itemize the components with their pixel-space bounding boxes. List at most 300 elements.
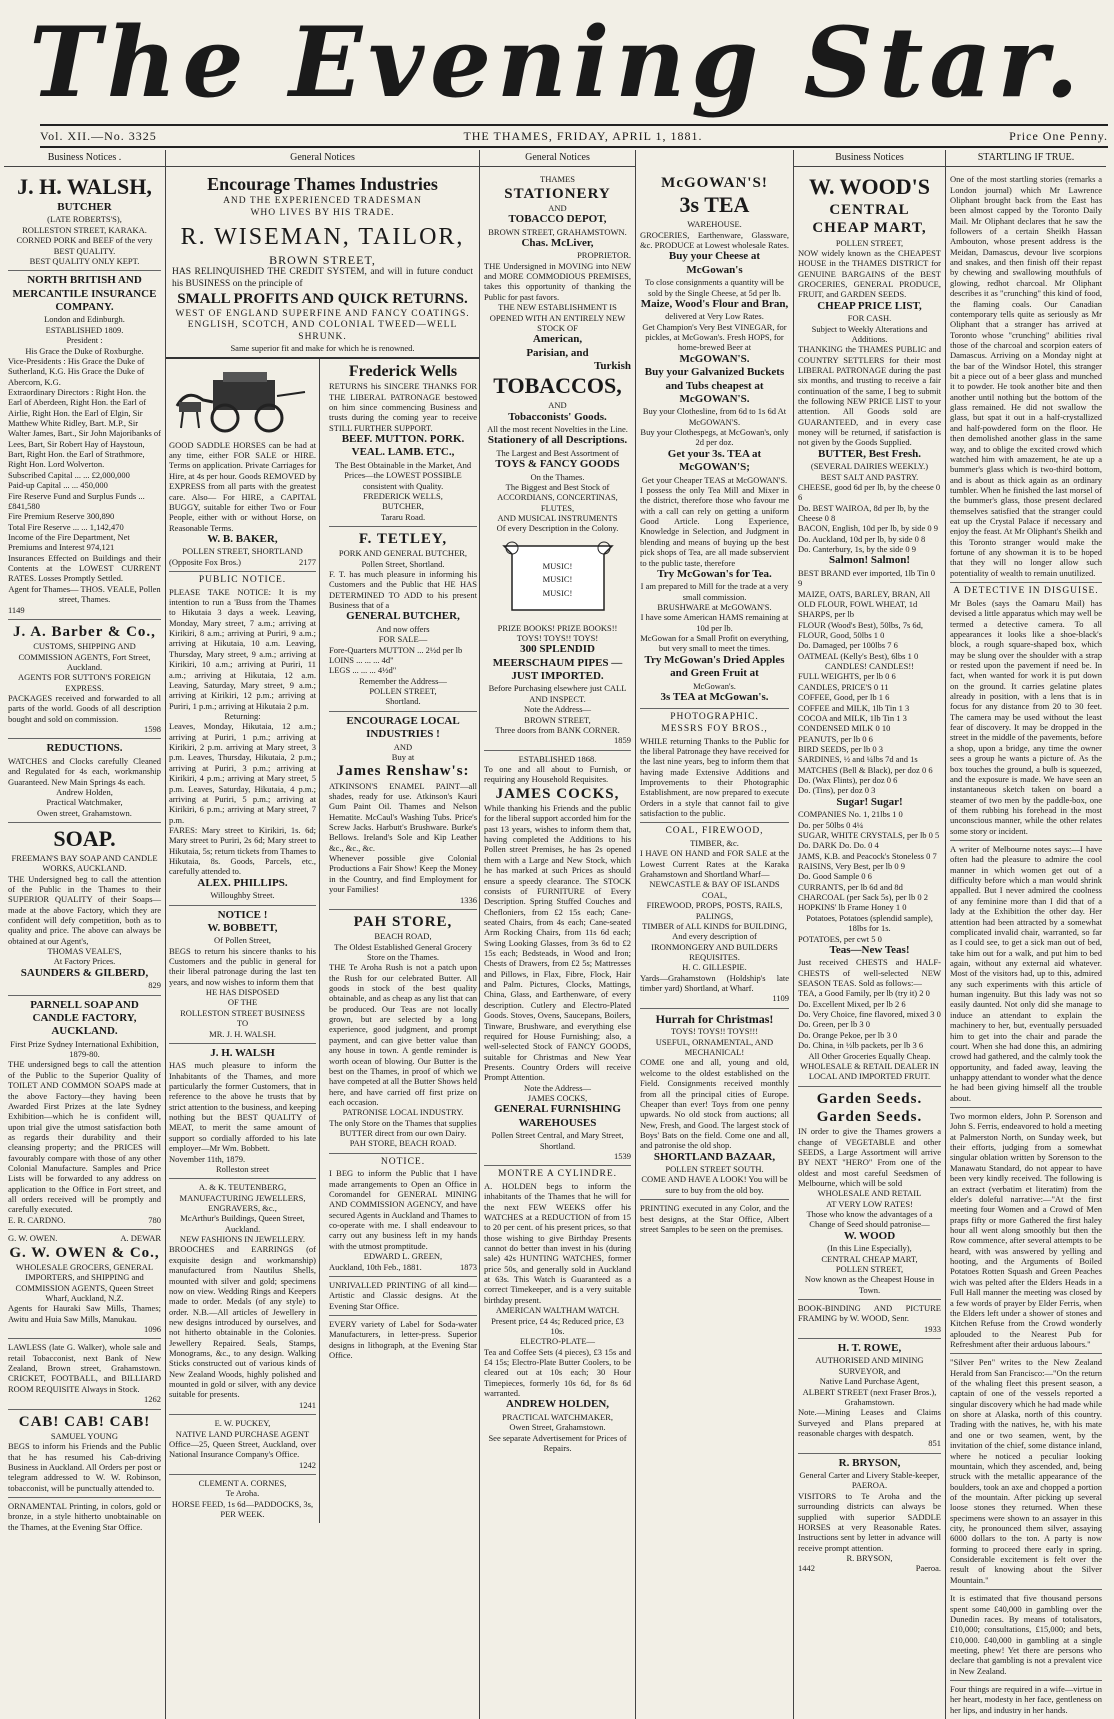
ad-title: J. H. WALSH,: [17, 174, 152, 200]
price-line: COFFEE, Good, per lb 1 6: [798, 692, 890, 703]
price-line: SHARPS, per lb: [798, 609, 854, 620]
ad-number: 1539: [614, 1150, 631, 1161]
ad-text: TIMBER of ALL KINDS for BUILDING,: [642, 920, 787, 931]
ad-text: Now known as the Cheapest House in Town.: [804, 1274, 935, 1295]
ad-text: And now offers: [376, 623, 430, 634]
ad-text: Note the Address—: [523, 1082, 592, 1093]
ad-text: Of every Description in the Colony.: [496, 523, 619, 534]
ad-text: I HAVE ON HAND and FOR SALE at the Lowest Current Rates at the Karaka Grahamstown and Shortland Wharf—: [640, 848, 789, 880]
ad-text: Just received CHESTS and HALF-CHESTS of well-selected NEW SEASON TEAS. Sold as follows:—: [798, 957, 941, 988]
ad-text: The only Store on the Thames that supplies BUTTER direct from our own Dairy.: [329, 1117, 477, 1139]
column-heading: Business Notices .: [4, 150, 165, 167]
ad-text: MESSRS FOY BROS.,: [661, 723, 768, 734]
ad-stationery: [484, 171, 631, 750]
ad-text: PRACTICAL WATCHMAKER,: [502, 1411, 613, 1422]
ad-text: ALEX. PHILLIPS.: [197, 876, 288, 889]
ad-text: EDWARD L. GREEN,: [363, 1251, 443, 1262]
ad-text: Total Fire Reserve ... ... 1,142,470: [8, 521, 124, 532]
ad-text: WEST OF ENGLAND SUPERFINE AND FANCY COATINGS.: [175, 308, 470, 319]
ad-text: BROWN STREET,: [524, 714, 591, 725]
price-line: Do. DARK Do. Do. 0 4: [798, 840, 879, 851]
ad-text: AT VERY LOW RATES!: [826, 1198, 913, 1209]
ad-text: BEGS to return his sincere thanks to his Customers and the public in general for their liberal patronage during the last ten years, and now wishes to inform them that: [169, 945, 316, 987]
ad-james-cocks: [484, 751, 631, 1167]
ad-text: GROCERIES, Earthenware, Glassware, &c. PRODUCE at Lowest wholesale Rates.: [640, 229, 789, 251]
ad-teutenberg: [169, 1179, 316, 1415]
ad-number: 1336: [460, 894, 477, 905]
ad-text: All Other Groceries Equally Cheap.: [808, 1050, 931, 1061]
ad-number: 1859: [614, 735, 631, 746]
ad-title: MONTRE A CYLINDRE.: [497, 1169, 618, 1180]
price-line: Do. per 50lbs 0 4¼: [798, 819, 864, 830]
ad-text: FOR CASH.: [847, 313, 892, 324]
ad-text: Office—25, Queen Street, Auckland, over National Insurance Company's Office.: [169, 1438, 316, 1460]
ad-text: Buy your Galvanized Buckets and Tubs cheapest at: [644, 366, 785, 392]
ad-public-notice: [169, 572, 316, 905]
article-startling: [950, 171, 1102, 583]
ad-text: POLLEN STREET,: [835, 237, 904, 248]
ad-text: GENERAL BUTCHER,: [346, 610, 460, 623]
ad-number: 1096: [144, 1324, 161, 1334]
ad-text: R. BRYSON,: [846, 1552, 893, 1563]
ad-text: Get your Cheaper TEAS at McGOWAN'S.: [641, 474, 788, 485]
ad-bryson: [798, 1454, 941, 1578]
ad-text: FREDERICK WELLS,: [363, 490, 443, 501]
ad-cornes: [169, 1475, 316, 1523]
column-2-right: [326, 359, 480, 1524]
price-line: Do. China, in ½lb packets, per lb 3 6: [798, 1040, 924, 1051]
ad-text: Owen street, Grahamstown.: [37, 807, 132, 818]
ad-title: W. B. BAKER,: [207, 532, 278, 545]
ad-text: FARES: Mary street to Kirikiri, 1s. 6d; Mary street to Puriri, 2s 6d; Mary street to Hikutaia, 5s; return tickets from Thames to Hikutaia, 8s. Goods, Parcels, etc., carefully attended to.: [169, 824, 316, 877]
price: Price One Penny.: [1009, 128, 1108, 143]
ad-text: Teas—New Teas!: [829, 943, 910, 956]
price-line: CANDLES, PRICE'S 0 11: [798, 681, 889, 692]
ad-text: BRUSHWARE at McGOWAN'S.: [657, 602, 772, 612]
ad-text: Salmon! Salmon!: [829, 554, 910, 567]
price-line: Do. Very Choice, fine flavored, mixed 3 0: [798, 1009, 941, 1020]
price-line: Do. BEST WAIROA, 8d per lb, by the Cheese 0 8: [798, 502, 929, 524]
ad-text: COME one and all, young and old, welcome to the oldest established on the Field. Consignments received monthly from all the principal cities of Europe. Cheaper than ever! Toys from one penny upwards. No old stock from auctions; all New, Fresh, and Good. The largest stock of Boys' Bats on the field. Come one and all, and patronise the old shop.: [640, 1057, 789, 1151]
article-text: Mr Boles (says the Oamaru Mail) has devised a little apparatus which may well be termed a detective camera. To all appearances it looks like a shoe-black's block, a rough square-shaped box, which may be slung over the shoulder with a strap or rested upon the pavement if need be. In fact, when wanted for work it is put down on the ground. It carries gelatine plates already in position, with a lens that is in focus for any distance from 20 to 30 feet. The camera may be used without the least fear of discovery. It may be dropped in the street in the middle of the pavements, before a shop, upon a bridge, any time the owner sees a group he wants a picture of. As the box touches the ground, a bulb is squeezed, and the exposure is made. We have seen an instantaneous sketch taken on board a steamer of two men by the paddle-box, one of them rubbing his forehead in the most unconscious manner, while the other relates some story or incident.: [950, 597, 1102, 836]
column-6: [946, 150, 1106, 1719]
masthead: [0, 0, 1114, 120]
ad-text: TOYS! TOYS!! TOYS!: [516, 632, 599, 643]
article-silver-pen: [950, 1354, 1102, 1590]
ad-title: NOTICE.: [380, 1156, 426, 1167]
ad-text: ESTABLISHED 1809.: [45, 324, 124, 335]
ad-text: Insurances Effected on Buildings and their Contents at the LOWEST CURRENT RATES. Losses Promptly Settled.: [8, 552, 161, 584]
ad-title: R. WISEMAN, TAILOR,: [180, 224, 465, 251]
ad-text: FOR SALE—: [378, 634, 428, 645]
ad-text: PORK AND GENERAL BUTCHER,: [338, 548, 468, 559]
ad-barber: [8, 620, 161, 740]
ad-text: (In this Line Especially),: [827, 1243, 912, 1254]
ad-footer: [329, 1262, 477, 1272]
ad-text: Before Purchasing elsewhere just CALL AND INSPECT.: [488, 683, 627, 704]
ad-text: NEW FASHIONS IN JEWELLERY.: [179, 1234, 306, 1245]
ad-soap: [8, 823, 161, 996]
ad-text: 3s TEA: [679, 192, 750, 218]
ad-rowe: [798, 1339, 941, 1454]
article-text: It is estimated that five thousand persons spent some £40,000 in gambling over the Dunedin races. By means of totalisators, £10,000; consultations, £15,000; and bets, £10,000. £40,000 in gambling at a single meeting, phew! Yet there are persons who declare that gambling is not a prevalent vice in New Zealand.: [950, 1593, 1102, 1676]
column-4: [636, 150, 794, 1719]
ad-number: 1242: [299, 1459, 316, 1470]
price-line: FLOUR (Wood's Best), 50lbs, 7s 6d,: [798, 619, 924, 630]
ad-title: J. H. WALSH: [210, 1046, 275, 1059]
column-1: [4, 150, 166, 1719]
volume-number: Vol. XII.—No. 3325: [40, 128, 157, 143]
ad-text: PRIZE BOOKS! PRIZE BOOKS!!: [497, 622, 618, 633]
price-line: Do. Damaged, per 100lbs 7 6: [798, 640, 898, 651]
ad-text: Subject to Weekly Alterations and Additions.: [811, 323, 928, 344]
ad-title: STATIONERY: [504, 185, 611, 202]
ad-mcgowan: [640, 171, 789, 709]
column-2: [166, 150, 480, 1719]
ad-text: PROPRIETOR.: [577, 250, 631, 261]
price-line: Do. Auckland, 10d per lb, by side 0 8: [798, 533, 926, 544]
ad-text: OF THE: [227, 997, 258, 1008]
ad-text: PACKAGES received and forwarded to all parts of the world. Goods of all description bought and sold on commission.: [8, 692, 161, 724]
ad-montre: [484, 1166, 631, 1457]
ad-text: First Prize Sydney International Exhibition, 1879-80.: [10, 1038, 159, 1060]
ad-text: ELECTRO-PLATE—: [519, 1336, 596, 1347]
ad-title: Frederick Wells: [348, 362, 458, 380]
ad-owen: [8, 1230, 161, 1339]
ad-text: Extraordinary Directors : Right Hon. the Earl of Aberdeen, Right Hon. the Earl of Airlie, Right Hon. the Earl of Elgin, Sir Matthew White Ridley, Bart. M.P., Sir Walter James, Bart., Sir John Majoribanks of Lees, Bart, Sir Robert Hay of Haystoun, Bart, Right Hon. the Earl of Strathmore, Right Hon. Lord Wolverton.: [8, 386, 161, 470]
ad-text: MANUFACTURING JEWELLERS, ENGRAVERS, &c.,: [179, 1192, 306, 1213]
ad-text: H. C. GILLESPIE.: [682, 962, 747, 973]
price-line: BEST BRAND ever imported, 1lb Tin 0 9: [798, 567, 936, 589]
ad-text: USEFUL, ORNAMENTAL, AND MECHANICAL!: [655, 1036, 774, 1058]
price-line: SUGAR, WHITE CRYSTALS, per lb 0 5: [798, 829, 940, 840]
ad-text: GOOD SADDLE HORSES can be had at any time, either FOR SALE or HIRE. Terms on application. Private Carriages for Hire, at 4s per hour. Goods REMOVED by EXPRESS from all parts with the greatest care. Also— For HIRE, a CAPITAL BUGGY, suitable for either Two or Four People, either with or without Horse, on Reasonable Terms.: [169, 439, 316, 533]
column-heading: Business Notices: [794, 150, 945, 167]
ad-text: MUSIC!: [542, 574, 573, 585]
ad-text: Sugar! Sugar!: [836, 795, 903, 808]
ad-puckey: [169, 1415, 316, 1475]
ad-text: BROWN STREET,: [269, 252, 376, 267]
ad-number: 1598: [144, 724, 161, 735]
ad-text: AUTHORISED AND MINING SURVEYOR, and: [815, 1355, 924, 1376]
ad-text: Shortland.: [385, 696, 421, 707]
ad-text: (SEVERAL DAIRIES WEEKLY.): [810, 461, 929, 472]
ad-text: WHOLESALE GROCERS, GENERAL IMPORTERS, and SHIPPING and COMMISSION AGENTS, Queen Street Wharf, Auckland, N.Z.: [15, 1261, 154, 1303]
ad-text: AMERICAN WALTHAM WATCH.: [495, 1305, 620, 1316]
ad-text: AND MUSICAL INSTRUMENTS: [497, 513, 618, 524]
ad-text: AND: [548, 400, 567, 411]
ad-text: Potatoes, Potatoes (splendid sample), 18lbs for 1s.: [806, 912, 933, 934]
price-line: Do. Excellent Mixed, per lb 2 6: [798, 998, 906, 1009]
ad-text: General Carter and Livery Stable-keeper, PAEROA.: [799, 1470, 940, 1491]
ad-text: G. W. OWEN.: [8, 1233, 58, 1244]
column-2-left: [166, 359, 320, 1524]
ad-text: ACCORDIANS, CONCERTINAS, FLUTES,: [497, 492, 618, 513]
ad-text: THAMES: [540, 174, 575, 185]
ad-text: MUSIC!: [542, 587, 573, 598]
ad-title: Encourage Thames Industries: [207, 174, 438, 195]
ad-text: November 11th, 1879.: [169, 1153, 246, 1164]
article-gambling: [950, 1590, 1102, 1681]
price-line: LOINS ... ... ... 4d": [329, 654, 394, 665]
ad-text: Tararu Road.: [380, 511, 426, 522]
price-line: SARDINES, ½ and ¼lbs 7d and 1s: [798, 754, 918, 765]
price-line: COMPANIES No. 1, 21lbs 1 0: [798, 809, 903, 820]
ad-text: ATKINSON'S ENAMEL PAINT—all shades, ready for use. Atkinson's Kauri Gum Paint Oil. Thames and Nelson Hematite. McCaul's Washing Tubs. Price's Screw Jacks. Harbutt's Brushware. Burke's Bellows. Ireland's Sole and Kip Leather &c., &c., &c.: [329, 780, 477, 853]
ad-text: I possess the only Tea Mill and Mixer in the district, therefore those who favour me with a call can rely on getting a uniform Good Article. Long Experience, Knowledge in Selection, and Judgment in blending and means of buying up the best pick shops of Tea, are all made subservient to the public taste, therefore: [640, 485, 789, 568]
price-line: Do. Canterbury, 1s, by the side 0 9: [798, 544, 916, 555]
ad-title: REDUCTIONS.: [46, 742, 123, 755]
price-line: Do. Green, per lb 3 0: [798, 1019, 870, 1030]
ad-text: SAMUEL YOUNG: [50, 1430, 119, 1441]
price-line: JAMS, K.B. and Peacock's Stoneless 0 7: [798, 850, 937, 861]
ad-title: R. BRYSON,: [838, 1456, 901, 1469]
ad-text: Pollen Street, Shortland.: [361, 558, 445, 569]
ad-labels: [329, 1316, 477, 1364]
ad-title: CAB! CAB! CAB!: [18, 1413, 151, 1430]
ad-text: American,: [532, 333, 583, 346]
ad-text: POLLEN STREET,: [369, 686, 437, 697]
ad-title: Hurrah for Christmas!: [655, 1011, 774, 1026]
price-line: FULL WEIGHTS, per lb 0 6: [798, 671, 896, 682]
ad-text: WAREHOUSE.: [687, 219, 742, 230]
ad-text: Buy your Clothesline, from 6d to 1s 6d At McGOWAN'S.: [642, 406, 787, 427]
ad-title: H. T. ROWE,: [837, 1342, 902, 1355]
ad-text: FREEMAN'S BAY SOAP AND CANDLE WORKS, AUCKLAND.: [11, 852, 158, 874]
ad-text: BEEF. MUTTON. PORK. VEAL. LAMB. ETC.,: [341, 433, 465, 459]
ad-text: F. T. has much pleasure in informing his Customers and the Public that HE HAS DETERMINED TO ADD to his present Business that of a: [329, 569, 477, 611]
ad-text: Tobacconists' Goods.: [508, 410, 607, 423]
ad-title: PUBLIC NOTICE.: [198, 575, 287, 586]
ad-text: TOYS! TOYS!! TOYS!!!: [670, 1026, 759, 1037]
price-line: MATCHES (Bell & Black), per doz 0 6: [798, 764, 933, 775]
ad-text: POLLEN STREET,: [835, 1263, 904, 1274]
column-3: [480, 150, 636, 1719]
music-banner-text: [484, 560, 631, 601]
ad-number: 780: [148, 1214, 161, 1225]
ad-text: PLEASE TAKE NOTICE: It is my intention to run a 'Buss from the Thames to Hikutaia 3 days a week. Leaving, Monday, Mary street, 7 a.m.; arriving at Kirikiri, 8 a.m.; arriving at Puriri, 9 a.m.; arriving at Hikutaia, 10 a.m. Leaving, Thursday, Mary street, 9 a.m.; arriving at Kirikiri, 10 a.m.; arriving at Puriri, 11 a.m.; arriving at Hikutaia, 12 a.m. Leaving, Saturday, Mary street, 9 a.m.; arriving at Kirikiri, 12 p.m.; arriving at Puriri, 1 p.m.; arriving at Hikutaia 2 p.m.: [169, 586, 316, 711]
ad-text: Native Land Purchase Agent,: [819, 1376, 920, 1387]
ad-photographic: [640, 709, 789, 823]
ad-text: Try McGowan's for Tea.: [657, 567, 772, 580]
ad-number: 1442: [798, 1563, 815, 1574]
ad-w-wood: [798, 171, 941, 1086]
ad-text: PAH STORE, BEACH ROAD.: [349, 1138, 457, 1149]
ad-text: PRINTING executed in any Color, and the best designs, at the Star Office, Albert street Samples to be seen on the premises.: [640, 1203, 789, 1234]
ad-text: Paid-up Capital ... ... 450,000: [8, 480, 108, 491]
ad-text: SAUNDERS & GILBERD,: [20, 966, 149, 979]
ad-text: Fire Reserve Fund and Surplus Funds ... £841,580: [8, 490, 145, 511]
ad-frederick-wells: [329, 359, 477, 527]
article-title: STARTLING IF TRUE.: [946, 150, 1106, 167]
ad-text: TO: [236, 1018, 249, 1029]
ad-text: FIREWOOD, PROPS, POSTS, RAILS, PALINGS,: [646, 900, 783, 921]
ad-text: Present price, £4 4s; Reduced price, £3 10s.: [491, 1315, 624, 1336]
ad-text: Chas. McLiver,: [521, 236, 594, 249]
ad-text: Yards—Grahamstown (Holdship's late timber yard) Shortland, at Wharf.: [640, 972, 789, 994]
ad-bobbett: [169, 906, 316, 1044]
ad-lawless: [8, 1339, 161, 1409]
article-text: A writer of Melbourne notes says:—I have often had the pleasure to admire the cool manner in which women get out of a difficulty before which a man would shrink appalled. But I never admired the coolness of any feminine more than I did that of a lady at the Exhibition the other day. Her attention had been attracted by a somewhat complicated invalid chair, warranted, so far as I could see, to get a sick man out of bed, take him out for a walk, and put him to bed again, without any external aid whatever. Most of the visitors had, up to this, admired any such experiments with this article of human ingenuity. But this lady was not so easily daunted. Not only did she manage to induce an attendant to explain the machinery to her, but, eventually persuaded him to get into the chair and parade the court. When she had done this, an admiring crowd had gathered, and the calmly took the opportunity, and faded away, leaving the unhappy attendant to wonder what the dence he had been giving himself all the trouble about.: [950, 844, 1103, 1103]
ad-jh-walsh: [169, 1044, 316, 1179]
article-wife: [950, 1681, 1102, 1719]
ad-text: BEST SALT AND PASTRY.: [820, 471, 919, 482]
article-detective: [950, 583, 1102, 841]
price-line: BACON, English, 10d per lb, by side 0 9: [798, 523, 939, 534]
ad-text: Auckland, 10th Feb., 1881.: [329, 1261, 422, 1272]
ad-text: His Grace the Duke of Roxburghe.: [25, 345, 144, 356]
ad-text: WHOLESALE AND RETAIL: [817, 1188, 922, 1199]
ad-text: Note the Address—: [523, 704, 592, 715]
ad-text: Get your 3s. TEA at McGOWAN'S;: [667, 447, 762, 474]
columns: [4, 150, 1110, 1715]
ad-text: COME AND HAVE A LOOK! You will be sure to buy from the old boy.: [641, 1174, 788, 1195]
ad-title: McGOWAN'S!: [661, 175, 768, 192]
ad-text: BROOCHES and EARRINGS (of exquisite design and workmanship) manufactured from Nautilus Shells, mounted with silver and gold; specimens now on view. Wedding Rings and Keepers made to order. Medals (of any style) to order. N.B.—All articles of Jewellery in new designs introduced by ourselves, and not hitherto obtainable in the Colonies. Jewellery Repaired. Seals, Stamps, Monograms, &c., to any design. Walking Sticks constructed out of various kinds of New Zealand Woods, highly polished and mounted in gold or silver, with any device suitable for presents.: [169, 1244, 316, 1400]
ad-text: TOBACCOS,: [493, 373, 622, 399]
price-line: COCOA and MILK, 1lb Tin 1 3: [798, 712, 907, 723]
price-line: POTATOES, per cwt 5 0: [798, 933, 882, 944]
ad-walsh: [8, 171, 161, 271]
ad-text: (LATE ROBERTS'S),: [47, 214, 122, 225]
ad-text: BEACH ROAD,: [374, 931, 432, 942]
ad-text: A. HOLDEN begs to inform the inhabitants of the Thames that he will for the next FEW WEEKS offer his WATCHES at a REDUCTION of from 15 to 20 per cent. of his present prices, so that those wishing to give Birthday Presents cannot do better than invest in his (during sale) 42s HUNTING WATCHES, former price 50s, and generally sold in Auckland at 63s. This Watch is Guaranteed as a correct Timekeeper, and is a very suitable birthday present.: [484, 1180, 631, 1305]
ad-text: 300 SPLENDID MEERSCHAUM PIPES —JUST IMPORTED.: [492, 643, 623, 683]
ad-text: Three doors from BANK CORNER.: [495, 724, 620, 735]
ad-number: 829: [148, 980, 161, 991]
article-mormon: [950, 1108, 1102, 1354]
ad-coal: [640, 823, 789, 1008]
price-line: BIRD SEEDS, per lb 0 3: [798, 744, 883, 754]
ad-text: London and Edinburgh.: [44, 314, 125, 325]
ad-text: BEST QUALITY ONLY KEPT.: [29, 255, 140, 266]
ad-title: G. W. OWEN & Co.,: [9, 1244, 160, 1261]
ad-text: THE NEW ESTABLISHMENT IS OPENED WITH AN ENTIRELY NEW STOCK OF: [489, 302, 626, 333]
ad-title: A. & K. TEUTENBERG,: [198, 1182, 287, 1193]
ad-text: GENERAL FURNISHING WAREHOUSES: [494, 1103, 621, 1129]
ad-text: Garden Seeds.: [816, 1108, 923, 1125]
article-text: Two mormon elders, John P. Sorenson and John S. Ferris, endeavored to hold a meeting at Palmerston North, on Sunday week, but their efforts, judging from a somewhat singular oblation written by Sorenson to the Manawatu Standard, do not appear to have been very kindly received. The following is an extract (verbatim et literatim) from the elder's doleful narrative:—"At the first meeting four Women and a Crowd of Men praps fifty or more Gathered the first haley hour all went along smoothly but then the Row commence, after several attempts to be heard, with was answered by yelling and hooting, and the Arguments of Boiled Potatoes Rotten Squash and Green Peaches wich was pelted after the Elders Heads in a Full Hall manner the meeting was closed by a few words of prayer by Elder Ferris, when the Elders left under a shower of stones and Kitchen Refuse from the Crowd wonderly aplouded to the Nearest Pub for Refreshment after their arduous labours.": [950, 1111, 1102, 1349]
price-line: LEGS ... ... ... 4½d": [329, 665, 397, 676]
ad-text: Paeroa.: [915, 1563, 941, 1574]
ad-text: CORNED PORK and BEEF of the very BEST QUALITY.: [16, 235, 153, 256]
ad-title: COAL, FIREWOOD,: [665, 826, 764, 837]
price-line: Do. Orange Pekoe, per lb 3 0: [798, 1029, 898, 1040]
ad-title: SOAP.: [53, 825, 116, 851]
ad-text: 3s TEA at McGowan's.: [660, 690, 769, 703]
price-line: TEA, a Good Family, per lb (try it) 2 0: [798, 988, 930, 999]
ad-text: PATRONISE LOCAL INDUSTRY.: [342, 1107, 464, 1118]
ad-number: 1241: [299, 1399, 316, 1410]
ad-text: CHEAP PRICE LIST,: [817, 299, 922, 312]
price-line: Do. Good Sample 0 6: [798, 871, 872, 882]
ad-text: Andrew Holden,: [56, 786, 113, 797]
ad-reductions: [8, 739, 161, 823]
ad-text: THE Undersigned beg to call the attention of the Public in the Thames to their SUPERIOR QUALITY of their Soaps—made at the above Factory, which they are confident will defy competition, both as to quality and price. The above can always be obtained at our Agent's,: [8, 873, 161, 946]
ad-text: A. DEWAR: [120, 1233, 161, 1244]
price-line: CHEESE, good 6d per lb, by the cheese 0 6: [798, 481, 941, 503]
column-heading: General Notices: [480, 150, 635, 167]
dateline: [40, 124, 1108, 148]
ad-book-binding: [798, 1300, 941, 1339]
ad-text: On the Thames.: [530, 471, 585, 482]
ad-text: McGOWAN'S.: [679, 392, 750, 405]
place-date: THE THAMES, FRIDAY, APRIL 1, 1881.: [463, 128, 703, 143]
ad-title: F. TETLEY,: [358, 531, 448, 548]
ad-title: E. W. PUCKEY,: [214, 1418, 271, 1429]
ad-text: BUTCHER,: [382, 501, 424, 512]
price-line: Do. (Wax Flints), per doz 0 6: [798, 775, 898, 786]
ad-text: THE undersigned begs to call the attention of the Public to the Superior Quality of TOILET AND COMMON SOAPS made at the above Factory—they having been Awarded First Prizes at the late Sydney Exhibition—which he is confident will, upon trial give the utmost satisfaction both as regards their durability and their cleansing property; and the PRICES will favourably compare with those of any other Colonial Manufacture. Samples and Price Lists will be forwarded to any address on application to the Office in Fort street, and all orders received will be promptly and carefully executed.: [8, 1059, 161, 1215]
price-line: COFFEE and MILK, 1lb Tin 1 3: [798, 702, 910, 713]
ad-title: W. WOOD'S: [808, 174, 931, 200]
ad-text: Owen Street, Grahamstown.: [509, 1422, 606, 1433]
ad-title: JAMES COCKS,: [495, 785, 620, 802]
ad-text: VISITORS to Te Aroha and the surrounding districts can always be supplied with superior SADDLE HORSES at very Reasonable Rates. Instructions sent by letter in advance will receive prompt attention.: [798, 1490, 941, 1553]
ad-text: Vice-Presidents : His Grace the Duke of Sutherland, K.G. His Grace the Duke of Abercorn, K.G.: [8, 355, 145, 387]
coach-illustration: [173, 366, 313, 436]
price-line: OATMEAL (Kelly's Best), 6lbs 1 0: [798, 650, 919, 661]
price-line: HOPKINS' lb Frame Honey 1 0: [798, 902, 907, 913]
ad-wiseman: [166, 171, 479, 359]
ad-title: NOTICE !: [217, 908, 268, 921]
ad-text: HE HAS DISPOSED: [205, 987, 280, 998]
ad-text: Subscribed Capital ... ... £2,000,000: [8, 469, 130, 480]
ad-title: ENCOURAGE LOCAL INDUSTRIES !: [346, 714, 460, 741]
price-line: RAISINS, Very Best, per lb 0 9: [798, 861, 906, 871]
ad-text: AND: [393, 741, 413, 752]
ad-text: James Renshaw's:: [336, 763, 470, 780]
ad-text: NEWCASTLE & BAY OF ISLANDS COAL,: [649, 879, 780, 900]
ad-text: Rolleston street: [215, 1163, 270, 1174]
ad-tetley: [329, 527, 477, 712]
ad-text: Buy your Clothespegs, at McGowan's, only 2d per doz.: [640, 427, 789, 448]
ad-text: Maize, Wood's Flour and Bran,: [640, 297, 789, 310]
ad-text: JAMES COCKS,: [527, 1093, 588, 1104]
ad-text: UNRIVALLED PRINTING of all kind—Artistic and Classic designs. At the Evening Star Office.: [329, 1279, 477, 1311]
ad-title: NORTH BRITISH AND MERCANTILE INSURANCE COMPANY.: [12, 274, 157, 314]
ad-text: Tea and Coffee Sets (4 pieces), £3 15s and £4 15s; Electro-Plate Butter Coolers, to be cleared out at 10s each; 30 Hour Timepieces, formerly 10s 6d, for 8s 6d warranted.: [484, 1346, 631, 1399]
ad-text: WHO LIVES BY HIS TRADE.: [250, 207, 395, 218]
ad-text: Returning:: [224, 710, 261, 721]
ad-north-british: [8, 271, 161, 620]
ad-text: NATIVE LAND PURCHASE AGENT: [175, 1428, 310, 1439]
ad-text: The Largest and Best Assortment of: [496, 447, 619, 458]
ad-text: Those who know the advantages of a Change of Seed should patronise—: [806, 1209, 933, 1230]
ad-text: Stationery of all Descriptions.: [487, 434, 628, 447]
ad-text: BUTTER, Best Fresh.: [817, 447, 922, 460]
ad-text: BROWN STREET, GRAHAMSTOWN.: [488, 226, 627, 237]
ad-number: 1873: [460, 1261, 477, 1272]
ad-text: Same superior fit and make for which he is renowned.: [230, 343, 415, 354]
ad-text: SMALL PROFITS AND QUICK RETURNS.: [177, 291, 468, 308]
ad-text: RETURNS his SINCERE THANKS FOR THE LIBERAL PATRONAGE bestowed on him since commencing Business and trusts during the coming year to receive STILL FURTHER SUPPORT.: [329, 381, 477, 433]
ad-text: POLLEN STREET, SHORTLAND: [182, 546, 303, 557]
ad-text: Remember the Address—: [359, 675, 447, 686]
ad-text: THE Undersigned in MOVING into NEW and MORE COMMODIOUS PREMISES, takes this opportunity of thanking the Public for past favors.: [484, 260, 631, 302]
ad-text: ESTABLISHED 1868.: [518, 753, 597, 764]
ad-text: ALBERT STREET (next Fraser Bros.), Grahamstown.: [802, 1386, 937, 1407]
ad-text: At Factory Prices.: [53, 956, 116, 967]
ad-footer: [169, 557, 316, 567]
ad-parnell: [8, 996, 161, 1231]
ad-renshaw: [329, 712, 477, 910]
ad-text: ANDREW HOLDEN,: [505, 1398, 610, 1411]
price-line: PEANUTS, per lb 0 6: [798, 733, 873, 744]
ad-text: Try McGowan's Dried Apples and Green Fruit at: [644, 653, 785, 680]
ad-text: Buy at: [391, 751, 415, 762]
ad-text: HAS RELINQUISHED THE CREDIT SYSTEM, and will in future conduct his BUSINESS on the principle of: [172, 267, 473, 289]
